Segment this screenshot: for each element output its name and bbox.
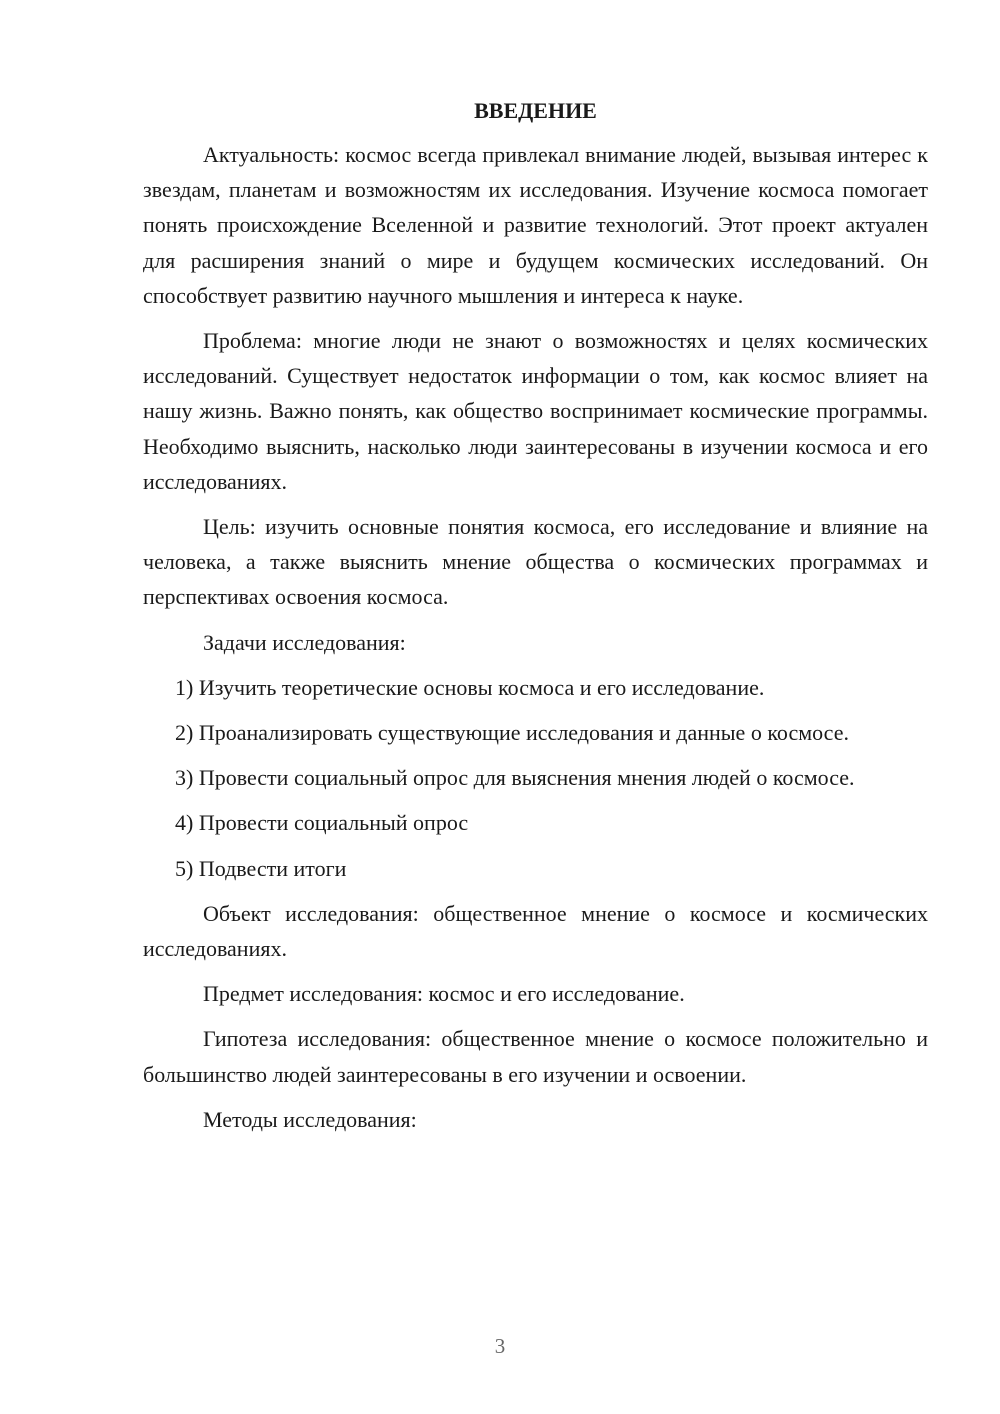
methods-paragraph: Методы исследования: xyxy=(203,1106,417,1132)
hypothesis-paragraph: Гипотеза исследования: общественное мнение о космосе положительно и большинство людей заинтересованы в его изучении и освоении. xyxy=(143,1026,928,1087)
page-number: 3 xyxy=(494,1334,506,1358)
relevance-paragraph: Актуальность: космос всегда привлекал внимание людей, вызывая интерес к звездам, планетам и возможностям их исследования. Изучение космоса помогает понять происхождение Вселенной и развитие технологий. Этот проект актуален для расширения знаний о мире и будущем космических исследований. Он способствует развитию научного мышления и интереса к науке. xyxy=(143,142,928,308)
tasks-heading: Задачи исследования: xyxy=(203,629,406,655)
task-item-2: 2) Проанализировать существующие исследования и данные о космосе. xyxy=(175,720,849,746)
task-item-3: 3) Провести социальный опрос для выяснения мнения людей о космосе. xyxy=(175,765,855,791)
page-title: ВВЕДЕНИЕ xyxy=(474,98,597,123)
task-item-1: 1) Изучить теоретические основы космоса и его исследование. xyxy=(175,674,765,700)
task-item-4: 4) Провести социальный опрос xyxy=(175,810,469,836)
subject-paragraph: Предмет исследования: космос и его исследование. xyxy=(203,981,685,1007)
document-body xyxy=(143,96,928,1147)
task-item-5: 5) Подвести итоги xyxy=(175,855,347,881)
goal-paragraph: Цель: изучить основные понятия космоса, его исследование и влияние на человека, а также выяснить мнение общества о космических программах и перспективах освоения космоса. xyxy=(143,514,928,610)
object-paragraph: Объект исследования: общественное мнение о космосе и космических исследованиях. xyxy=(143,900,928,962)
problem-paragraph: Проблема: многие люди не знают о возможностях и целях космических исследований. Существует недостаток информации о том, как космос влияет на нашу жизнь. Важно понять, как общество воспринимает космические программы. Необходимо выяснить, насколько люди заинтересованы в изучении космоса и его исследованиях. xyxy=(143,328,928,494)
